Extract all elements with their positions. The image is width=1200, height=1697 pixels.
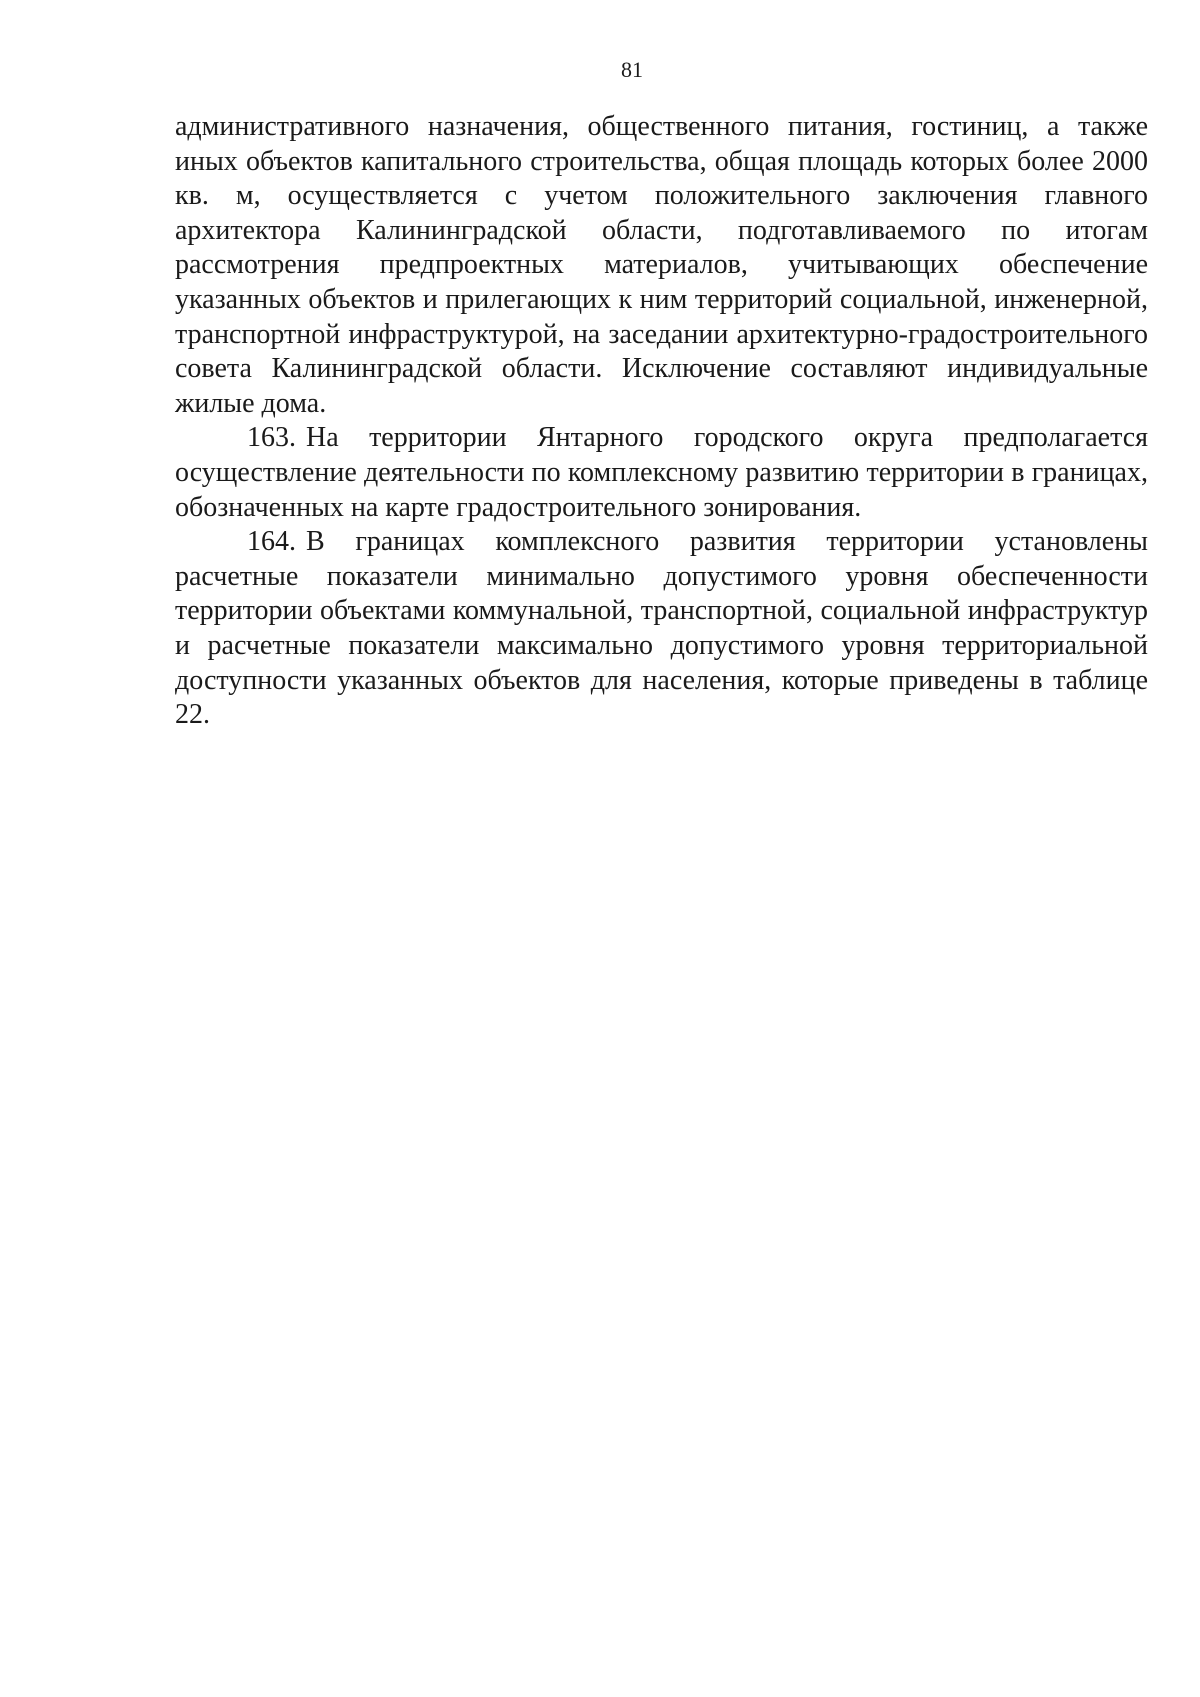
- paragraph-continuation: [175, 110, 1148, 421]
- paragraph-163: [175, 421, 1148, 525]
- paragraph-text: В границах комплексного развития территории установлены расчетные показатели минимально допустимого уровня обеспеченности территории объектами коммунальной, транспортной, социальной инфраструктур и расчетные показатели максимально допустимого уровня территориальной доступности указанных объектов для населения, которые приведены в таблице 22.: [175, 526, 1148, 731]
- paragraph-number: 164.: [247, 526, 296, 558]
- page-number: 81: [621, 57, 643, 82]
- paragraph-text: административного назначения, общественного питания, гостиниц, а также иных объектов капитального строительства, общая площадь которых более 2000 кв. м, осуществляется с учетом положительного заключения главного архитектора Калининградской области, подготавливаемого по итогам рассмотрения предпроектных материалов, учитывающих обеспечение указанных объектов и прилегающих к ним территорий социальной, инженерной, транспортной инфраструктурой, на заседании архитектурно-градостроительного совета Калининградской области. Исключение составляют индивидуальные жилые дома.: [175, 111, 1148, 419]
- paragraph-164: [175, 525, 1148, 733]
- document-body: [175, 110, 1148, 733]
- paragraph-text: На территории Янтарного городского округа предполагается осуществление деятельности по комплексному развитию территории в границах, обозначенных на карте градостроительного зонирования.: [175, 422, 1148, 523]
- paragraph-number: 163.: [247, 422, 296, 454]
